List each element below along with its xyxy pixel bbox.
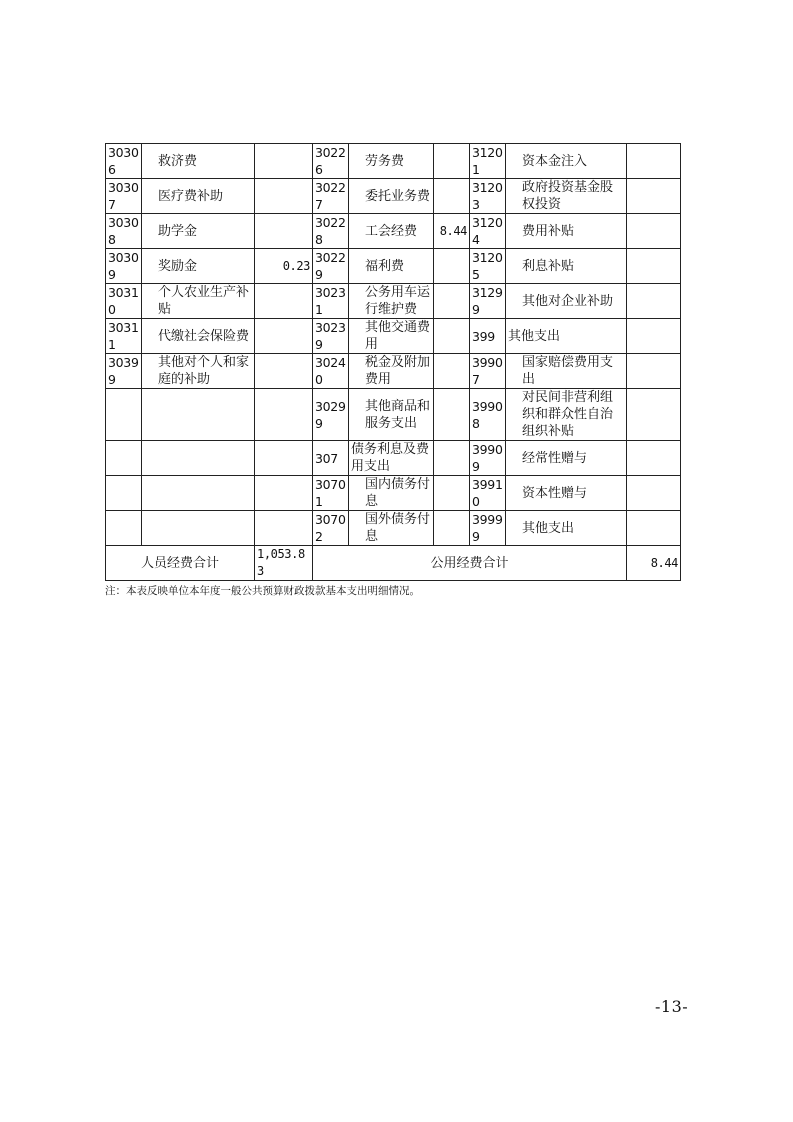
code-cell: 31204 bbox=[470, 214, 506, 249]
amount-cell bbox=[627, 476, 681, 511]
code-cell: 30226 bbox=[313, 144, 349, 179]
item-name-cell bbox=[142, 511, 255, 546]
table-row bbox=[106, 511, 681, 546]
item-name-cell: 其他支出 bbox=[506, 319, 627, 354]
table-row bbox=[106, 249, 681, 284]
code-cell: 30308 bbox=[106, 214, 142, 249]
item-name-cell: 对民间非营利组织和群众性自治组织补贴 bbox=[506, 389, 627, 441]
item-name-cell bbox=[142, 476, 255, 511]
amount-cell bbox=[627, 179, 681, 214]
amount-cell bbox=[255, 389, 313, 441]
code-cell: 30701 bbox=[313, 476, 349, 511]
code-cell: 30702 bbox=[313, 511, 349, 546]
amount-cell: 8.44 bbox=[434, 214, 470, 249]
item-name-cell: 利息补贴 bbox=[506, 249, 627, 284]
amount-cell bbox=[627, 319, 681, 354]
code-cell: 30299 bbox=[313, 389, 349, 441]
amount-cell bbox=[255, 511, 313, 546]
item-name-cell: 助学金 bbox=[142, 214, 255, 249]
item-name-cell: 劳务费 bbox=[349, 144, 434, 179]
code-cell: 39908 bbox=[470, 389, 506, 441]
item-name-cell: 资本性赠与 bbox=[506, 476, 627, 511]
public-total-value: 8.44 bbox=[627, 546, 681, 581]
code-cell: 39910 bbox=[470, 476, 506, 511]
code-cell bbox=[106, 441, 142, 476]
item-name-cell: 经常性赠与 bbox=[506, 441, 627, 476]
amount-cell bbox=[434, 476, 470, 511]
code-cell: 30240 bbox=[313, 354, 349, 389]
amount-cell bbox=[255, 319, 313, 354]
code-cell: 30229 bbox=[313, 249, 349, 284]
item-name-cell: 奖励金 bbox=[142, 249, 255, 284]
amount-cell bbox=[255, 476, 313, 511]
item-name-cell: 其他对企业补助 bbox=[506, 284, 627, 319]
code-cell: 31201 bbox=[470, 144, 506, 179]
code-cell: 39999 bbox=[470, 511, 506, 546]
item-name-cell: 个人农业生产补贴 bbox=[142, 284, 255, 319]
item-name-cell: 政府投资基金股权投资 bbox=[506, 179, 627, 214]
personnel-total-label: 人员经费合计 bbox=[106, 546, 255, 581]
item-name-cell: 委托业务费 bbox=[349, 179, 434, 214]
item-name-cell: 资本金注入 bbox=[506, 144, 627, 179]
totals-row bbox=[106, 546, 681, 581]
amount-cell bbox=[255, 179, 313, 214]
code-cell: 31203 bbox=[470, 179, 506, 214]
code-cell: 30228 bbox=[313, 214, 349, 249]
code-cell: 30231 bbox=[313, 284, 349, 319]
code-cell: 31299 bbox=[470, 284, 506, 319]
code-cell: 30399 bbox=[106, 354, 142, 389]
amount-cell bbox=[255, 284, 313, 319]
amount-cell bbox=[434, 284, 470, 319]
page-number: -13- bbox=[655, 997, 689, 1016]
amount-cell bbox=[627, 389, 681, 441]
item-name-cell: 其他商品和服务支出 bbox=[349, 389, 434, 441]
code-cell: 30307 bbox=[106, 179, 142, 214]
table-row bbox=[106, 179, 681, 214]
code-cell: 30309 bbox=[106, 249, 142, 284]
code-cell bbox=[106, 389, 142, 441]
amount-cell bbox=[434, 441, 470, 476]
amount-cell bbox=[255, 214, 313, 249]
code-cell: 39907 bbox=[470, 354, 506, 389]
table-row bbox=[106, 354, 681, 389]
code-cell: 30239 bbox=[313, 319, 349, 354]
item-name-cell: 其他支出 bbox=[506, 511, 627, 546]
code-cell bbox=[106, 511, 142, 546]
amount-cell bbox=[434, 144, 470, 179]
code-cell: 30310 bbox=[106, 284, 142, 319]
amount-cell bbox=[255, 144, 313, 179]
amount-cell bbox=[434, 319, 470, 354]
code-cell: 31205 bbox=[470, 249, 506, 284]
amount-cell bbox=[434, 179, 470, 214]
item-name-cell: 税金及附加费用 bbox=[349, 354, 434, 389]
public-total-label: 公用经费合计 bbox=[313, 546, 627, 581]
item-name-cell: 国内债务付息 bbox=[349, 476, 434, 511]
expenditure-detail-table bbox=[105, 143, 681, 581]
item-name-cell: 费用补贴 bbox=[506, 214, 627, 249]
table-row bbox=[106, 214, 681, 249]
table-row bbox=[106, 476, 681, 511]
code-cell: 307 bbox=[313, 441, 349, 476]
code-cell: 399 bbox=[470, 319, 506, 354]
item-name-cell: 福利费 bbox=[349, 249, 434, 284]
code-cell: 30227 bbox=[313, 179, 349, 214]
item-name-cell: 救济费 bbox=[142, 144, 255, 179]
code-cell bbox=[106, 476, 142, 511]
amount-cell bbox=[627, 354, 681, 389]
amount-cell bbox=[434, 389, 470, 441]
amount-cell bbox=[434, 511, 470, 546]
item-name-cell: 其他交通费用 bbox=[349, 319, 434, 354]
personnel-total-value: 1,053.83 bbox=[255, 546, 313, 581]
code-cell: 30311 bbox=[106, 319, 142, 354]
amount-cell bbox=[627, 511, 681, 546]
amount-cell bbox=[627, 441, 681, 476]
amount-cell: 0.23 bbox=[255, 249, 313, 284]
item-name-cell: 公务用车运行维护费 bbox=[349, 284, 434, 319]
table-row bbox=[106, 319, 681, 354]
item-name-cell: 工会经费 bbox=[349, 214, 434, 249]
amount-cell bbox=[255, 354, 313, 389]
table-row bbox=[106, 284, 681, 319]
item-name-cell: 其他对个人和家庭的补助 bbox=[142, 354, 255, 389]
amount-cell bbox=[627, 214, 681, 249]
item-name-cell bbox=[142, 389, 255, 441]
budget-table-container bbox=[105, 143, 680, 598]
item-name-cell: 代缴社会保险费 bbox=[142, 319, 255, 354]
code-cell: 39909 bbox=[470, 441, 506, 476]
amount-cell bbox=[434, 354, 470, 389]
code-cell: 30306 bbox=[106, 144, 142, 179]
item-name-cell: 国家赔偿费用支出 bbox=[506, 354, 627, 389]
item-name-cell: 医疗费补助 bbox=[142, 179, 255, 214]
table-note: 注：本表反映单位本年度一般公共预算财政拨款基本支出明细情况。 bbox=[105, 585, 420, 597]
amount-cell bbox=[434, 249, 470, 284]
table-row bbox=[106, 389, 681, 441]
amount-cell bbox=[627, 144, 681, 179]
item-name-cell: 国外债务付息 bbox=[349, 511, 434, 546]
amount-cell bbox=[627, 249, 681, 284]
table-row bbox=[106, 441, 681, 476]
item-name-cell: 债务利息及费用支出 bbox=[349, 441, 434, 476]
amount-cell bbox=[627, 284, 681, 319]
amount-cell bbox=[255, 441, 313, 476]
item-name-cell bbox=[142, 441, 255, 476]
table-row bbox=[106, 144, 681, 179]
